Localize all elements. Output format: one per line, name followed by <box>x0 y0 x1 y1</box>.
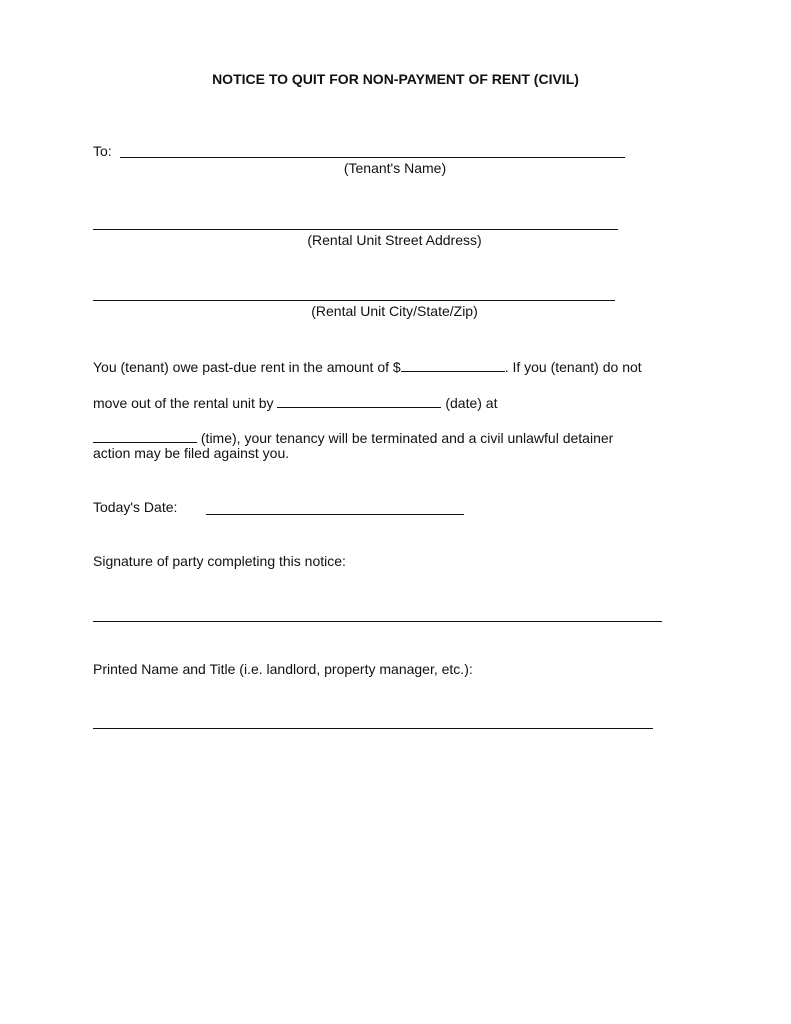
date-text: (date) at <box>445 395 498 411</box>
printed-name-label: Printed Name and Title (i.e. landlord, property manager, etc.): <box>93 661 473 677</box>
move-out-time-field[interactable] <box>93 428 197 443</box>
tenant-name-field[interactable] <box>120 157 625 158</box>
to-label: To: <box>93 143 112 159</box>
if-text: . If you (tenant) do not <box>504 359 642 375</box>
move-out-text: move out of the rental unit by <box>93 395 274 411</box>
document-title: NOTICE TO QUIT FOR NON-PAYMENT OF RENT (CIVIL) <box>212 71 579 87</box>
street-address-field[interactable] <box>93 229 618 230</box>
todays-date-field[interactable] <box>206 514 464 515</box>
time-sentence <box>93 428 613 446</box>
rent-amount-sentence <box>93 357 642 375</box>
city-state-zip-field[interactable] <box>93 300 615 301</box>
city-state-zip-caption: (Rental Unit City/State/Zip) <box>311 303 478 319</box>
street-address-caption: (Rental Unit Street Address) <box>307 232 482 248</box>
todays-date-label: Today's Date: <box>93 499 178 515</box>
owe-text: You (tenant) owe past-due rent in the amount of $ <box>93 359 401 375</box>
time-text: (time), your tenancy will be terminated and a civil unlawful detainer <box>200 430 614 446</box>
action-text: action may be filed against you. <box>93 445 290 461</box>
move-out-date-field[interactable] <box>277 393 441 408</box>
move-out-sentence <box>93 393 497 411</box>
tenant-name-caption: (Tenant's Name) <box>343 160 447 176</box>
rent-amount-field[interactable] <box>401 357 505 372</box>
signature-label: Signature of party completing this notice: <box>93 553 346 569</box>
printed-name-field[interactable] <box>93 728 653 729</box>
signature-field[interactable] <box>93 621 662 622</box>
